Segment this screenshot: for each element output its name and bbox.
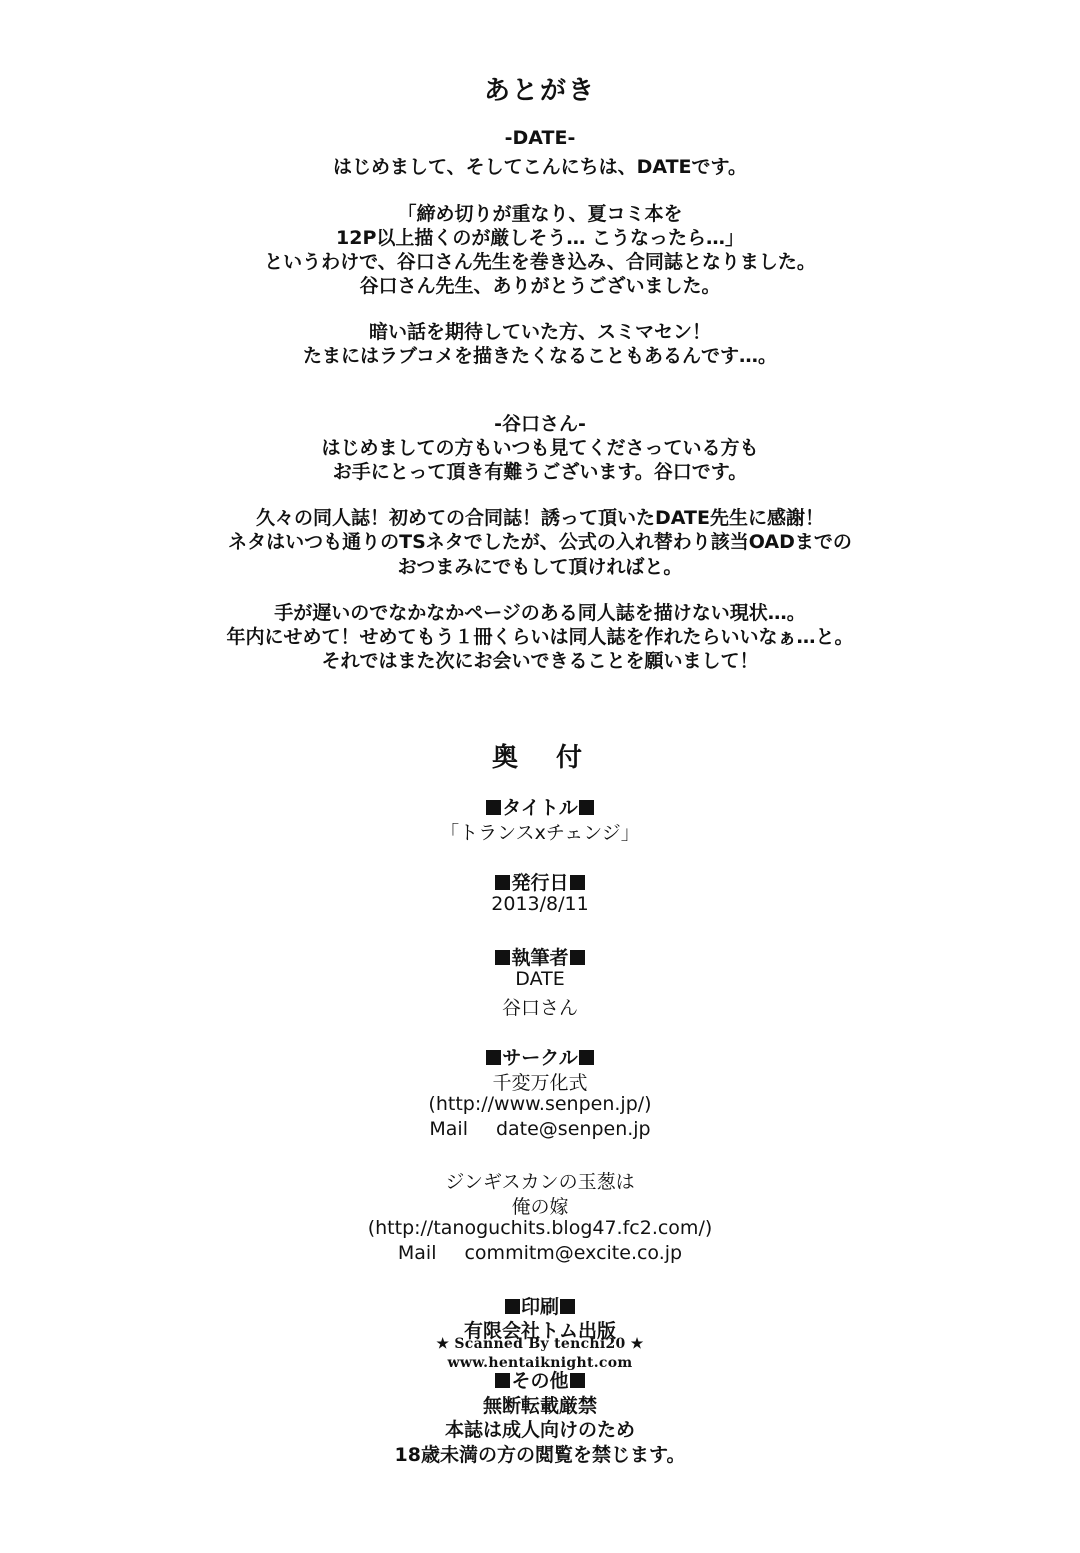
square-bullet-icon: [570, 875, 585, 890]
date-value: 2013/8/11: [491, 893, 589, 915]
square-bullet-icon: [495, 1373, 510, 1388]
circle2-mail: Mail commitm@excite.co.jp: [397, 1242, 683, 1264]
circle1-mail: Mail date@senpen.jp: [429, 1118, 651, 1140]
taniguchi-text-line: はじめましての方もいつも見てくださっている方も: [321, 437, 759, 459]
date-text-line: というわけで、谷口さん先生を巻き込み、合同誌となりました。: [264, 251, 816, 273]
square-bullet-icon: [486, 800, 501, 815]
scan-credit: ★ Scanned By tenchi20 ★: [436, 1336, 644, 1352]
scan-credit-site: www.hentaiknight.com: [447, 1355, 633, 1371]
date-text-line: はじめまして、そしてこんにちは、DATEです。: [332, 156, 748, 178]
date-label: 発行日: [0, 868, 1080, 895]
printer-name: 有限会社トム出版: [463, 1320, 616, 1342]
taniguchi-text-line: おつまみにでもして頂ければと。: [397, 556, 683, 578]
taniguchi-text-line: それではまた次にお会いできることを願いまして！: [321, 650, 759, 672]
other-text-line: 18歳未満の方の閲覧を禁じます。: [394, 1444, 686, 1466]
square-bullet-icon: [579, 800, 594, 815]
taniguchi-text-line: お手にとって頂き有難うございます。谷口です。: [332, 461, 748, 483]
author-name: DATE: [515, 968, 565, 990]
circle1-name: 千変万化式: [492, 1072, 588, 1094]
square-bullet-icon: [495, 875, 510, 890]
date-section-heading: -DATE-: [504, 127, 576, 149]
circle2-name: 俺の嫁: [511, 1196, 569, 1218]
title-label: タイトル: [0, 793, 1080, 820]
author-name: 谷口さん: [501, 997, 578, 1019]
circle2-url: (http://tanoguchits.blog47.fc2.com/): [367, 1217, 713, 1239]
date-text-line: たまにはラブコメを描きたくなることもあるんです…。: [302, 345, 778, 367]
authors-label: 執筆者: [0, 943, 1080, 970]
circle-label: サークル: [0, 1043, 1080, 1070]
taniguchi-section-heading: -谷口さん-: [494, 413, 586, 435]
taniguchi-text-line: ネタはいつも通りのTSネタでしたが、公式の入れ替わり該当OADまでの: [228, 531, 852, 553]
square-bullet-icon: [495, 950, 510, 965]
date-text-line: 谷口さん先生、ありがとうございました。: [359, 275, 721, 297]
square-bullet-icon: [505, 1299, 520, 1314]
title-value: 「トランスxチェンジ」: [440, 822, 640, 844]
date-text-line: 「締め切りが重なり、夏コミ本を: [397, 203, 683, 225]
circle1-url: (http://www.senpen.jp/): [428, 1093, 652, 1115]
taniguchi-text-line: 年内にせめて！せめてもう１冊くらいは同人誌を作れたらいいなぁ…と。: [226, 626, 854, 648]
square-bullet-icon: [579, 1050, 594, 1065]
other-text-line: 無断転載厳禁: [482, 1395, 597, 1417]
circle2-name: ジンギスカンの玉葱は: [445, 1171, 635, 1193]
print-label: 印刷: [0, 1292, 1080, 1319]
date-text-line: 暗い話を期待していた方、スミマセン！: [368, 321, 711, 343]
square-bullet-icon: [486, 1050, 501, 1065]
square-bullet-icon: [570, 1373, 585, 1388]
taniguchi-text-line: 手が遅いのでなかなかページのある同人誌を描けない現状…。: [274, 602, 806, 624]
other-label: その他: [0, 1366, 1080, 1393]
taniguchi-text-line: 久々の同人誌！初めての合同誌！誘って頂いたDATE先生に感謝！: [256, 507, 824, 529]
square-bullet-icon: [560, 1299, 575, 1314]
afterword-title: あとがき: [483, 76, 596, 106]
date-text-line: 12P以上描くのが厳しそう… こうなったら…」: [336, 227, 744, 249]
colophon-title: 奥 付: [491, 743, 588, 773]
other-text-line: 本誌は成人向けのため: [444, 1419, 635, 1441]
square-bullet-icon: [570, 950, 585, 965]
